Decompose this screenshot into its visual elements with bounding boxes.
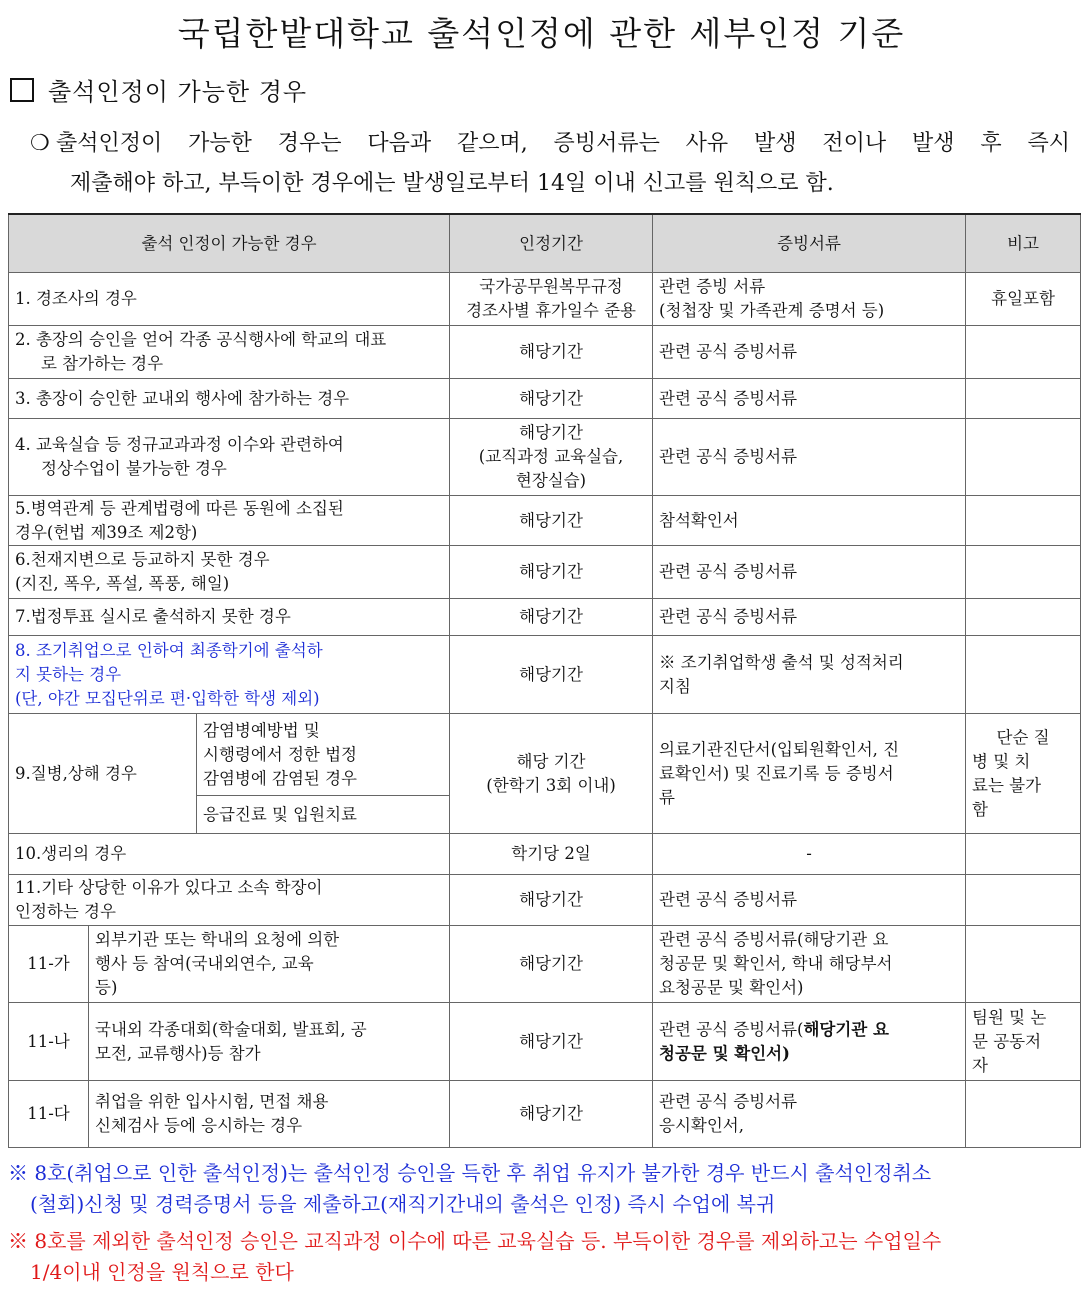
table-row — [9, 926, 1081, 1003]
checkbox-square-icon — [10, 78, 34, 102]
cell-line: (철회)신청 및 경력증명서 등을 제출하고(재직기간내의 출석은 인정) 즉시 수업에 복귀 — [30, 1192, 776, 1216]
note-cell — [966, 326, 1081, 379]
period-cell — [450, 273, 653, 326]
cell-line: 문 공동저 — [972, 1031, 1042, 1051]
period-cell: 해당기간 — [450, 1003, 653, 1081]
cell-line: 외부기관 또는 학내의 요청에 의한 — [95, 930, 340, 949]
cell-line: 1/4이내 인정을 원칙으로 한다 — [30, 1260, 294, 1284]
cell-line: 청공문 및 확인서) — [659, 1043, 790, 1063]
attendance-criteria-table — [8, 213, 1081, 1148]
header-note: 비고 — [966, 214, 1081, 273]
cell-line: 감염병예방법 및 — [203, 720, 320, 740]
table-row — [9, 496, 1081, 546]
docs-cell: 관련 공식 증빙서류 — [653, 875, 966, 926]
subcase-cell: 응급진료 및 입원치료 — [197, 796, 450, 834]
footnote-2 — [8, 1226, 1080, 1288]
intro-line-2: 제출해야 하고, 부득이한 경우에는 발생일로부터 14일 이내 신고를 원칙으로 함. — [70, 171, 834, 196]
code-cell: 11-가 — [9, 926, 89, 1003]
period-cell: 해당기간 — [450, 875, 653, 926]
cell-line: 단순 질 — [996, 727, 1050, 747]
cell-line: 지침 — [659, 676, 691, 696]
cell-line: 5.병역관계 등 관계법령에 따른 동원에 소집된 — [15, 498, 344, 518]
cell-line: 함 — [972, 799, 988, 819]
cell-line: 신체검사 등에 응시하는 경우 — [95, 1116, 303, 1135]
cell-line: (청첩장 및 가족관계 증명서 등) — [659, 301, 885, 320]
table-row — [9, 419, 1081, 496]
table-row — [9, 875, 1081, 926]
circle-bullet-icon: ❍ — [30, 131, 50, 156]
cell-line: (교직과정 교육실습, — [478, 447, 624, 466]
cell-line: 류 — [659, 787, 675, 807]
table-row — [9, 714, 1081, 796]
period-cell — [450, 419, 653, 496]
note-cell — [966, 546, 1081, 599]
note-cell — [966, 926, 1081, 1003]
header-docs: 증빙서류 — [653, 214, 966, 273]
note-cell — [966, 834, 1081, 875]
cell-line: 팀원 및 논 — [972, 1007, 1047, 1027]
note-cell — [966, 714, 1081, 834]
cell-line: 6.천재지변으로 등교하지 못한 경우 — [15, 550, 270, 569]
footnotes — [8, 1158, 1080, 1288]
header-case: 출석 인정이 가능한 경우 — [9, 214, 450, 273]
docs-cell: - — [653, 834, 966, 875]
footnote-1 — [8, 1158, 1080, 1220]
cell-line: 경조사별 휴가일수 준용 — [466, 301, 636, 320]
cell-line: 청공문 및 확인서, 학내 해당부서 — [659, 954, 893, 973]
cell-line: 자 — [972, 1055, 988, 1075]
period-cell: 해당기간 — [450, 636, 653, 714]
docs-cell: 관련 공식 증빙서류 — [653, 379, 966, 419]
docs-cell — [653, 714, 966, 834]
note-cell — [966, 1081, 1081, 1148]
case-cell: 10.생리의 경우 — [9, 834, 450, 875]
cell-line: 료는 불가 — [972, 775, 1042, 795]
cell-line: 로 참가하는 경우 — [41, 354, 164, 373]
cell-line: (지진, 폭우, 폭설, 폭풍, 해일) — [15, 574, 230, 593]
docs-cell — [653, 926, 966, 1003]
cell-line: 요청공문 및 확인서) — [659, 978, 804, 997]
period-cell: 해당기간 — [450, 379, 653, 419]
cell-line: 감염병에 감염된 경우 — [203, 768, 357, 788]
case-cell: 1. 경조사의 경우 — [9, 273, 450, 326]
cell-line: 국가공무원복무규정 — [479, 277, 623, 296]
docs-cell: 참석확인서 — [653, 496, 966, 546]
cell-line: (한학기 3회 이내) — [486, 775, 616, 795]
cell-line: ※ 8호(취업으로 인한 출석인정)는 출석인정 승인을 득한 후 취업 유지가 불가한 경우 반드시 출석인정취소 — [8, 1161, 932, 1185]
case-cell — [89, 1003, 450, 1081]
table-row — [9, 834, 1081, 875]
cell-line: 해당기관 요 — [803, 1019, 889, 1039]
cell-line: 경우(헌법 제39조 제2항) — [15, 522, 198, 542]
period-cell: 학기당 2일 — [450, 834, 653, 875]
case-cell — [89, 926, 450, 1003]
cell-line: 관련 공식 증빙서류(해당기관 요 — [659, 930, 889, 949]
case-cell: 3. 총장이 승인한 교내외 행사에 참가하는 경우 — [9, 379, 450, 419]
case-cell — [9, 419, 450, 496]
note-cell — [966, 1003, 1081, 1081]
intro-paragraph — [30, 124, 1070, 204]
page-title: 국립한밭대학교 출석인정에 관한 세부인정 기준 — [177, 14, 906, 53]
note-cell — [966, 599, 1081, 636]
note-cell — [966, 419, 1081, 496]
table-row — [9, 326, 1081, 379]
table-row — [9, 379, 1081, 419]
table-row — [9, 1081, 1081, 1148]
cell-line: 정상수업이 불가능한 경우 — [41, 459, 227, 478]
cell-line: 8. 조기취업으로 인하여 최종학기에 출석하 — [15, 640, 323, 660]
docs-cell: 관련 공식 증빙서류 — [653, 546, 966, 599]
cell-line: 관련 공식 증빙서류 — [659, 1092, 798, 1111]
table-row — [9, 599, 1081, 636]
period-cell — [450, 714, 653, 834]
period-cell: 해당기간 — [450, 326, 653, 379]
period-cell: 해당기간 — [450, 926, 653, 1003]
cell-line: 모전, 교류행사)등 참가 — [95, 1043, 261, 1063]
section-heading — [10, 72, 307, 107]
table-row — [9, 1003, 1081, 1081]
subcase-cell — [197, 714, 450, 796]
cell-line: 행사 등 참여(국내외연수, 교육 — [95, 954, 314, 973]
cell-line: 해당 기간 — [516, 751, 586, 771]
note-cell — [966, 379, 1081, 419]
case-cell: 9.질병,상해 경우 — [9, 714, 197, 834]
case-cell — [9, 326, 450, 379]
note-cell — [966, 636, 1081, 714]
cell-line: 11.기타 상당한 이유가 있다고 소속 학장이 — [15, 878, 323, 897]
case-cell — [9, 636, 450, 714]
intro-line-1: 출석인정이 가능한 경우는 다음과 같으며, 증빙서류는 사유 발생 전이나 발생 후 즉시 — [56, 131, 1070, 156]
note-cell — [966, 496, 1081, 546]
header-period: 인정기간 — [450, 214, 653, 273]
cell-line: 인정하는 경우 — [15, 902, 116, 921]
period-cell: 해당기간 — [450, 546, 653, 599]
cell-line: 2. 총장의 승인을 얻어 각종 공식행사에 학교의 대표 — [15, 330, 387, 349]
case-cell: 7.법정투표 실시로 출석하지 못한 경우 — [9, 599, 450, 636]
cell-line: 료확인서) 및 진료기록 등 증빙서 — [659, 763, 894, 783]
docs-cell — [653, 1081, 966, 1148]
section-heading-text: 출석인정이 가능한 경우 — [48, 78, 308, 106]
case-cell — [9, 875, 450, 926]
cell-line: 의료기관진단서(입퇴원확인서, 진 — [659, 739, 900, 759]
period-cell: 해당기간 — [450, 496, 653, 546]
docs-cell — [653, 273, 966, 326]
cell-line: 시행령에서 정한 법정 — [203, 744, 357, 764]
code-cell: 11-다 — [9, 1081, 89, 1148]
cell-line: 국내외 각종대회(학술대회, 발표회, 공 — [95, 1019, 367, 1039]
cell-line: ※ 8호를 제외한 출석인정 승인은 교직과정 이수에 따른 교육실습 등. 부득이한 경우를 제외하고는 수업일수 — [8, 1229, 942, 1253]
cell-line: (단, 야간 모집단위로 편·입학한 학생 제외) — [15, 688, 320, 708]
case-cell — [9, 496, 450, 546]
cell-line: ※ 조기취업학생 출석 및 성적처리 — [659, 652, 904, 672]
cell-line: 등) — [95, 978, 118, 997]
cell-line: 4. 교육실습 등 정규교과과정 이수와 관련하여 — [15, 435, 344, 454]
table-row — [9, 273, 1081, 326]
cell-line: 해당기간 — [519, 423, 583, 442]
table-row — [9, 546, 1081, 599]
docs-cell — [653, 1003, 966, 1081]
table-row — [9, 636, 1081, 714]
cell-line: 취업을 위한 입사시험, 면접 채용 — [95, 1092, 329, 1111]
cell-line: 응시확인서, — [659, 1116, 744, 1135]
docs-cell: 관련 공식 증빙서류 — [653, 599, 966, 636]
period-cell: 해당기간 — [450, 1081, 653, 1148]
note-cell: 휴일포함 — [966, 273, 1081, 326]
period-cell: 해당기간 — [450, 599, 653, 636]
cell-line: 현장실습) — [515, 471, 587, 490]
docs-cell: 관련 공식 증빙서류 — [653, 326, 966, 379]
docs-cell: 관련 공식 증빙서류 — [653, 419, 966, 496]
case-cell — [89, 1081, 450, 1148]
cell-line: 관련 증빙 서류 — [659, 277, 766, 296]
cell-line: 병 및 치 — [972, 751, 1031, 771]
cell-line: 관련 공식 증빙서류( — [659, 1019, 804, 1039]
cell-line: 지 못하는 경우 — [15, 664, 122, 684]
docs-cell — [653, 636, 966, 714]
case-cell — [9, 546, 450, 599]
note-cell — [966, 875, 1081, 926]
code-cell: 11-나 — [9, 1003, 89, 1081]
